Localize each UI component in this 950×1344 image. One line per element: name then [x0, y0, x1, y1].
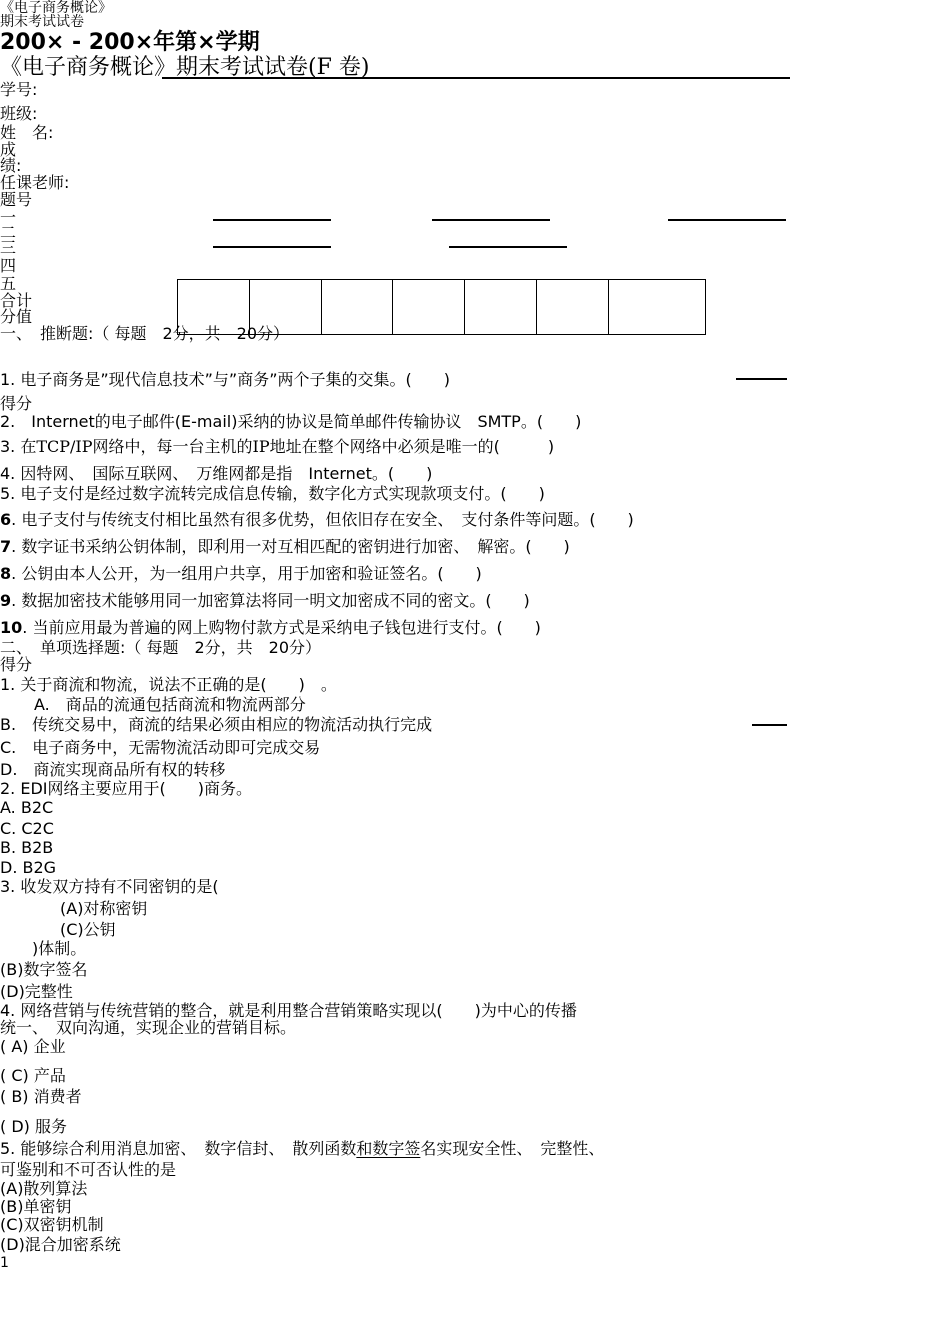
mc-question-2-option-a: A. B2C [0, 798, 54, 817]
mc-question-4-option-c: ( C) 产品 [0, 1066, 66, 1085]
exam-title [0, 57, 369, 79]
tf-question-8 [0, 566, 482, 582]
blank-line-student-id[interactable] [213, 219, 331, 221]
term-heading: 200× - 200×年第×学期 [0, 30, 260, 55]
tf-question-3-term: TCP/IP [36, 437, 93, 456]
tf-question-7 [0, 539, 570, 555]
section1-score-label: 得分 [0, 394, 33, 413]
mc-question-4-option-d: ( D) 服务 [0, 1117, 67, 1136]
tf-question-3-part: 3. 在 [0, 437, 37, 456]
mc-question-4-option-b: ( B) 消费者 [0, 1087, 82, 1106]
mc-question-1-option-c: C. 电子商务中，无需物流活动即可完成交易 [0, 738, 321, 757]
mc-question-3-option-d: (D)完整性 [0, 982, 73, 1001]
question-number: 9 [0, 591, 12, 610]
section1-score-blank[interactable] [736, 378, 787, 380]
blank-line-name[interactable] [668, 219, 786, 221]
tf-question-2: 2. Internet的电子邮件(E-mail)采纳的协议是简单邮件传输协议 SMTP。( ) [0, 412, 582, 431]
mc-question-5-line1 [0, 1141, 604, 1157]
mc-question-1-option-d: D. 商流实现商品所有权的转移 [0, 760, 226, 779]
question-number: 6 [0, 510, 12, 529]
mc-question-5-option-a: (A)散列算法 [0, 1179, 88, 1198]
title-underline [162, 77, 790, 79]
tf-question-5: 5. 电子支付是经过数字流转完成信息传输，数字化方式实现款项支付。( ) [0, 484, 545, 503]
tf-question-3-part: 地址在整个网络中必须是唯一的( ) [269, 437, 555, 456]
question-text: . 当前应用最为普遍的网上购物付款方式是采纳电子钱包进行支付。( ) [22, 618, 541, 637]
question-text: . 数据加密技术能够用同一加密算法将同一明文加密成不同的密文。( ) [11, 591, 530, 610]
mc-question-5-option-b: (B)单密钥 [0, 1197, 72, 1216]
mc-question-2-option-d: D. B2G [0, 858, 57, 877]
name-label: 姓 名: [0, 123, 54, 142]
score-cell[interactable] [609, 280, 706, 335]
question-number: 10 [0, 618, 23, 637]
score-row-label-4: 四 [0, 256, 17, 275]
mc-question-3-option-a: (A)对称密钥 [60, 899, 148, 918]
blank-line-score[interactable] [213, 246, 331, 248]
section2-score-blank[interactable] [752, 724, 787, 726]
teacher-label: 任课老师: [0, 173, 70, 192]
mc-question-3-option-c: (C)公钥 [60, 920, 116, 939]
question-number: 7 [0, 537, 12, 556]
score-cell[interactable] [465, 280, 537, 335]
mc-question-4-line1: 4. 网络营销与传统营销的整合，就是利用整合营销策略实现以( )为中心的传播 [0, 1001, 577, 1020]
tf-question-3-term: IP [252, 437, 270, 456]
blank-line-teacher[interactable] [449, 246, 567, 248]
mc-question-3: 3. 收发双方持有不同密钥的是( [0, 877, 219, 896]
tf-question-4: 4. 因特网、 国际互联网、 万维网都是指 Internet。( ) [0, 464, 433, 483]
mc-question-1-option-b: B. 传统交易中，商流的结果必须由相应的物流活动执行完成 [0, 715, 433, 734]
score-label-part2: 绩: [0, 156, 22, 175]
exam-label-small: 期末考试试卷 [0, 14, 84, 30]
student-id-label: 学号: [0, 80, 38, 99]
mc-question-2-option-c: C. C2C [0, 819, 54, 838]
score-table-header: 题号 [0, 190, 33, 209]
mc-question-5-line2: 可鉴别和不可否认性的是 [0, 1160, 177, 1179]
mc-question-2-option-b: B. B2B [0, 838, 54, 857]
mc-question-5-option-d: (D)混合加密系统 [0, 1235, 121, 1254]
question-text: 名实现安全性、 完整性、 [420, 1139, 605, 1158]
score-row-label-5: 五 [0, 274, 17, 293]
score-label-part1: 成 [0, 140, 17, 159]
mc-question-1-option-a: A. 商品的流通包括商流和物流两部分 [34, 695, 306, 714]
question-text: . 公钥由本人公开，为一组用户共享，用于加密和验证签名。( ) [11, 564, 482, 583]
score-cell[interactable] [322, 280, 393, 335]
section1-heading: 一、 推断题:（ 每题 2分，共 20分） [0, 324, 290, 343]
tf-question-3-part: 网络中，每一台主机的 [92, 437, 253, 456]
tf-question-1: 1. 电子商务是”现代信息技术”与”商务”两个子集的交集。( ) [0, 370, 450, 389]
exam-title-text: 《电子商务概论》期末考试试卷 [0, 55, 309, 80]
course-name-small: 《电子商务概论》 [0, 0, 112, 16]
score-row-label-3: 三 [0, 238, 17, 257]
mc-question-5-option-c: (C)双密钥机制 [0, 1215, 104, 1234]
tf-question-10 [0, 620, 541, 636]
score-cell[interactable] [537, 280, 609, 335]
tf-question-9 [0, 593, 530, 609]
tf-question-3 [0, 439, 554, 455]
score-cell[interactable] [393, 280, 465, 335]
mc-question-1: 1. 关于商流和物流，说法不正确的是( ) 。 [0, 675, 337, 694]
question-text: 5. 能够综合利用消息加密、 数字信封、 散列函数 [0, 1139, 357, 1158]
blank-line-class[interactable] [432, 219, 550, 221]
question-text: . 数字证书采纳公钥体制，即利用一对互相匹配的密钥进行加密、 解密。( ) [11, 537, 570, 556]
question-number: 8 [0, 564, 12, 583]
section2-heading: 二、 单项选择题:（ 每题 2分，共 20分） [0, 638, 322, 657]
mc-question-3-tail: )体制。 [32, 939, 87, 958]
question-text: . 电子支付与传统支付相比虽然有很多优势，但依旧存在安全、 支付条件等问题。( ) [11, 510, 634, 529]
tf-question-6 [0, 512, 634, 528]
mc-question-2: 2. EDI网络主要应用于( )商务。 [0, 779, 252, 798]
paper-type: (F 卷) [308, 55, 370, 80]
mc-question-4-line2: 统一、 双向沟通，实现企业的营销目标。 [0, 1018, 297, 1037]
underlined-term: 和数字签 [356, 1139, 421, 1158]
score-row-label-value: 分值 [0, 307, 33, 326]
mc-question-4-option-a: ( A) 企业 [0, 1037, 66, 1056]
score-row-label-total: 合计 [0, 291, 33, 310]
score-row-label-1: 一 [0, 208, 17, 227]
score-row-label-2: 二 [0, 223, 17, 242]
section2-score-label: 得分 [0, 655, 33, 674]
class-label: 班级: [0, 104, 38, 123]
page-number: 1 [0, 1255, 9, 1271]
mc-question-3-option-b: (B)数字签名 [0, 960, 88, 979]
